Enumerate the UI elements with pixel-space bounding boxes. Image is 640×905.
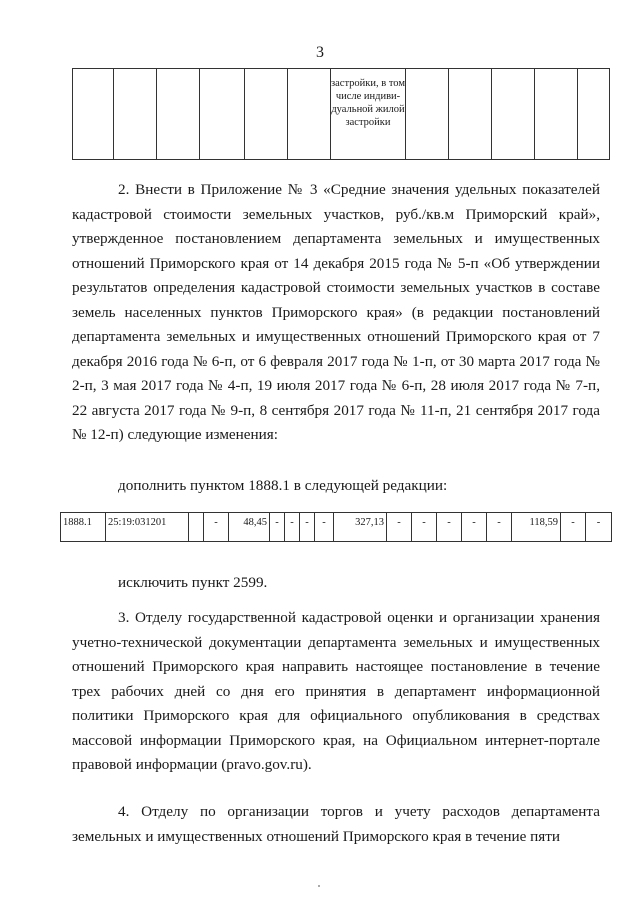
table-cell: - — [437, 513, 462, 542]
scan-speck — [318, 885, 320, 887]
amend-table — [60, 512, 612, 542]
table-cell — [189, 513, 204, 542]
table-cell: 25:19:031201 — [106, 513, 189, 542]
exclude-clause: исключить пункт 2599. — [118, 574, 268, 591]
table-row — [73, 69, 610, 160]
continued-table — [72, 68, 610, 160]
table-cell: 1888.1 — [61, 513, 106, 542]
table-cell: - — [204, 513, 229, 542]
table-cell: - — [586, 513, 612, 542]
table-cell: 48,45 — [229, 513, 270, 542]
table-cell: 118,59 — [512, 513, 561, 542]
table-cell: - — [315, 513, 334, 542]
table-cell: - — [270, 513, 285, 542]
table-cell: - — [300, 513, 315, 542]
table-cell: - — [487, 513, 512, 542]
page-number: 3 — [316, 44, 324, 61]
paragraph-4: 4. Отделу по организации торгов и учету расходов департамента земельных и имущественных отношений Приморского края в течение пяти — [72, 803, 600, 845]
paragraph-3: 3. Отделу государственной кадастровой оценки и организации хранения учетно-технической документации департамента земельных и имущественных отношений Приморского края направить настоящее постановление в течение трех рабочих дней со дня его принятия в департамент информационной политики Приморского края для официального опубликования в средствах массовой информации Приморского края, на Официальном интернет-портале правовой информации (pravo.gov.ru). — [72, 609, 600, 773]
table-cell: - — [561, 513, 586, 542]
table-cell: 327,13 — [334, 513, 387, 542]
table-cell: - — [387, 513, 412, 542]
table-row — [61, 513, 612, 542]
table-cell-text: застройки, в том числе индиви-дуальной жилой застройки — [331, 78, 406, 128]
paragraph-2: 2. Внести в Приложение № 3 «Средние значения удельных показателей кадастровой стоимости земельных участков, руб./кв.м Приморский край», утвержденное постановлением департамента земельных и имущественных отношений Приморского края от 14 декабря 2015 года № 5-п «Об утверждении результатов определения кадастровой стоимости земельных участков в составе земель населенных пунктов Приморского края» (в редакции постановлений департамента земельных и имущественных отношений Приморского края от 7 декабря 2016 года № 6-п, от 6 февраля 2017 года № 1-п, от 30 марта 2017 года № 2-п, 3 мая 2017 года № 4-п, 19 июля 2017 года № 6-п, 28 июля 2017 года № 7-п, 22 августа 2017 года № 9-п, 8 сентября 2017 года № 11-п, 21 сентября 2017 года № 12-п) следующие изменения: — [72, 181, 600, 443]
table-cell: - — [412, 513, 437, 542]
table-cell: - — [285, 513, 300, 542]
amend-intro: дополнить пунктом 1888.1 в следующей редакции: — [118, 477, 448, 494]
table-cell: - — [462, 513, 487, 542]
